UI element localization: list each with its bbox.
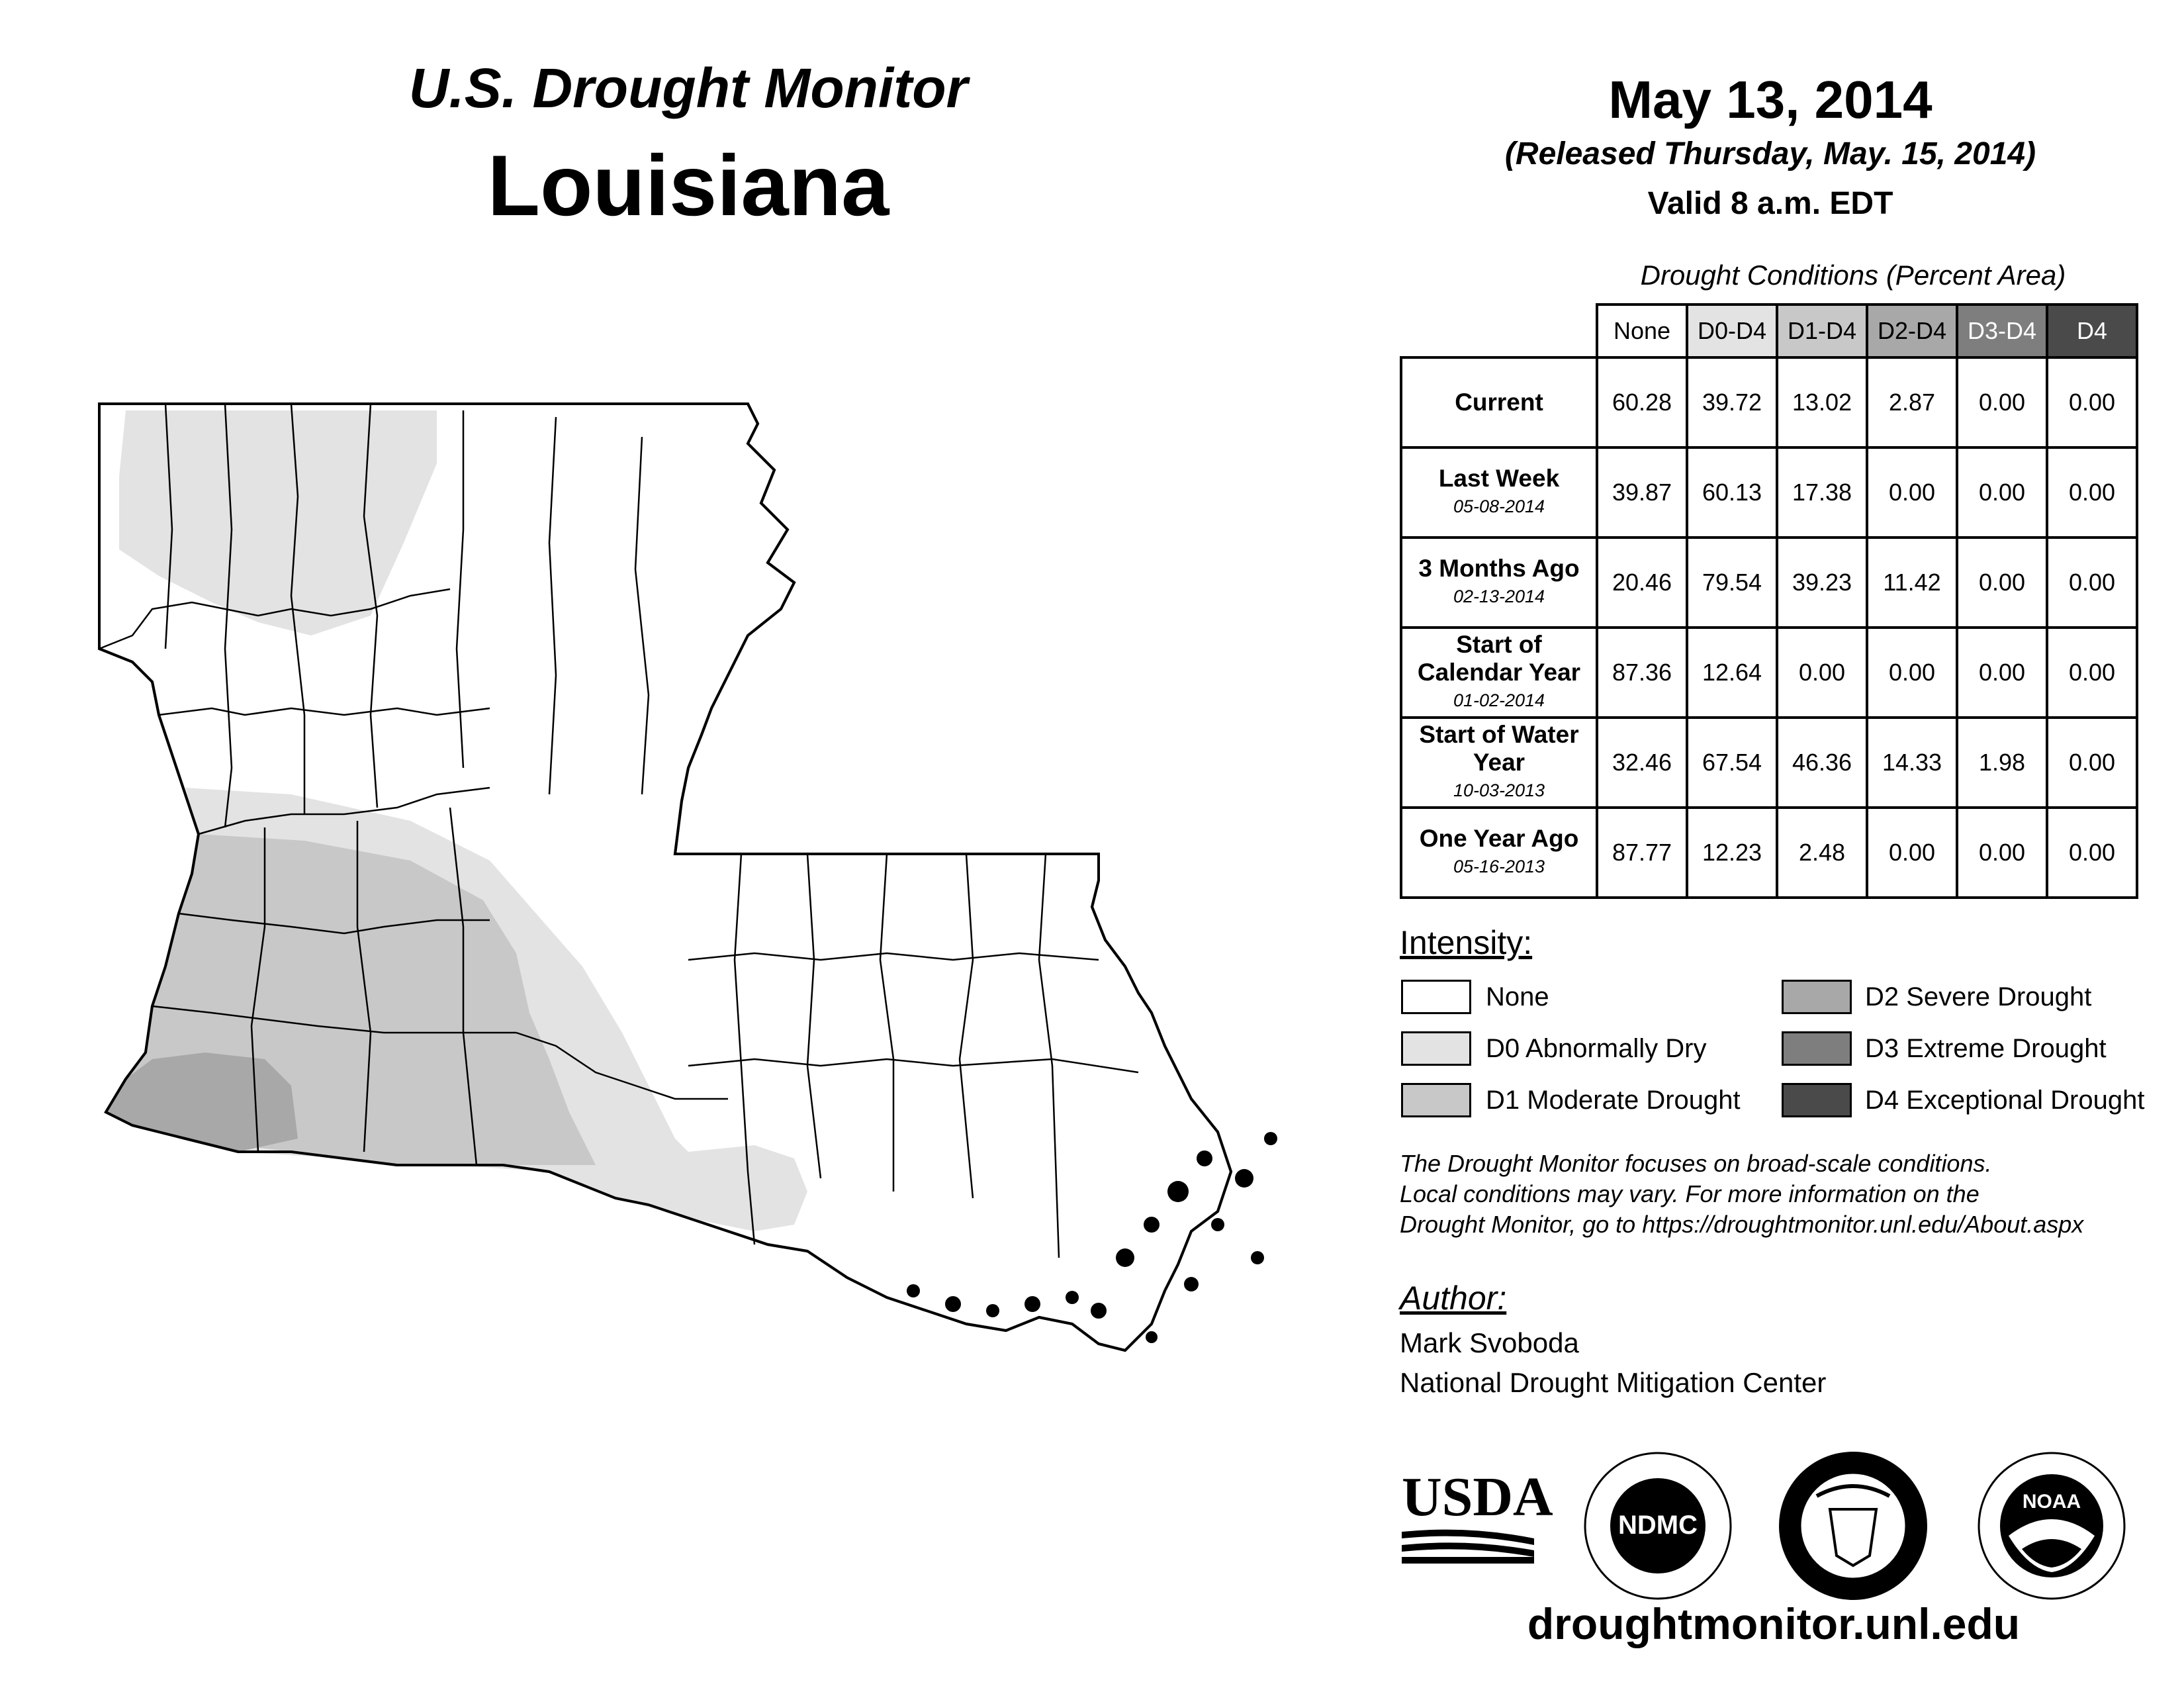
louisiana-drought-map xyxy=(93,397,1317,1489)
table-cell: 2.48 xyxy=(1777,808,1867,898)
legend-label-d3: D3 Extreme Drought xyxy=(1865,1034,2107,1063)
table-header-row xyxy=(1401,305,2137,357)
table-cell: 0.00 xyxy=(2047,447,2137,538)
table-cell: 0.00 xyxy=(1957,628,2047,718)
table-row xyxy=(1401,357,2137,447)
column-header: D1-D4 xyxy=(1777,305,1867,357)
author-title: Author: xyxy=(1400,1280,1507,1317)
row-label-text: 3 Months Ago xyxy=(1418,555,1580,582)
column-header: D3-D4 xyxy=(1957,305,2047,357)
row-label xyxy=(1401,357,1597,447)
row-label xyxy=(1401,538,1597,628)
valid-time: Valid 8 a.m. EDT xyxy=(1647,186,1893,221)
legend-swatch-d1 xyxy=(1401,1083,1471,1117)
legend-label-d4: D4 Exceptional Drought xyxy=(1865,1086,2145,1115)
table-cell: 0.00 xyxy=(1867,808,1957,898)
table-cell: 13.02 xyxy=(1777,357,1867,447)
table-cell: 0.00 xyxy=(2047,538,2137,628)
legend-label-d0: D0 Abnormally Dry xyxy=(1486,1034,1707,1063)
table-cell: 0.00 xyxy=(1957,538,2047,628)
table-cell: 67.54 xyxy=(1687,718,1777,808)
table-cell: 0.00 xyxy=(1957,357,2047,447)
table-cell: 0.00 xyxy=(2047,718,2137,808)
table-row xyxy=(1401,628,2137,718)
note-line: Local conditions may vary. For more information on the xyxy=(1400,1180,1979,1207)
table-cell: 17.38 xyxy=(1777,447,1867,538)
table-cell: 0.00 xyxy=(1867,447,1957,538)
note-line: The Drought Monitor focuses on broad-scale conditions. xyxy=(1400,1150,1992,1177)
row-label xyxy=(1401,447,1597,538)
table-cell: 0.00 xyxy=(2047,808,2137,898)
table-cell: 0.00 xyxy=(1867,628,1957,718)
noaa-logo-text: NOAA xyxy=(2022,1491,2081,1513)
usda-logo-swoosh xyxy=(1402,1525,1534,1565)
table-cell: 87.77 xyxy=(1597,808,1687,898)
row-label-text: Start of Water Year xyxy=(1419,721,1579,776)
table-row xyxy=(1401,808,2137,898)
table-cell: 11.42 xyxy=(1867,538,1957,628)
table-row xyxy=(1401,538,2137,628)
table-cell: 0.00 xyxy=(2047,357,2137,447)
usda-logo xyxy=(1402,1466,1553,1569)
table-cell: 1.98 xyxy=(1957,718,2047,808)
row-label-text: Current xyxy=(1455,389,1543,416)
legend-label-none: None xyxy=(1486,982,1549,1011)
release-date: (Released Thursday, May. 15, 2014) xyxy=(1504,136,2036,171)
ndmc-logo-text: NDMC xyxy=(1618,1511,1698,1540)
legend-swatch-d3 xyxy=(1782,1031,1852,1066)
disclaimer-note xyxy=(1400,1149,2161,1240)
table-cell: 20.46 xyxy=(1597,538,1687,628)
row-date: 02-13-2014 xyxy=(1453,586,1545,606)
row-date: 05-16-2013 xyxy=(1453,857,1545,876)
column-header: D0-D4 xyxy=(1687,305,1777,357)
column-header: None xyxy=(1597,305,1687,357)
table-cell: 60.28 xyxy=(1597,357,1687,447)
legend-title: Intensity: xyxy=(1400,924,1533,961)
row-label-text: Start of Calendar Year xyxy=(1417,631,1581,686)
table-cell: 0.00 xyxy=(2047,628,2137,718)
department-of-commerce-seal xyxy=(1777,1450,1929,1602)
note-line: Drought Monitor, go to https://droughtmonitor.unl.edu/About.aspx xyxy=(1400,1211,2084,1238)
table-cell: 39.23 xyxy=(1777,538,1867,628)
table-cell: 39.72 xyxy=(1687,357,1777,447)
column-header: D2-D4 xyxy=(1867,305,1957,357)
row-date: 05-08-2014 xyxy=(1453,496,1545,516)
row-label xyxy=(1401,628,1597,718)
drought-conditions-table xyxy=(1400,303,2138,899)
table-cell: 0.00 xyxy=(1957,808,2047,898)
legend-swatch-none xyxy=(1401,980,1471,1014)
legend-swatch-d2 xyxy=(1782,980,1852,1014)
table-cell: 79.54 xyxy=(1687,538,1777,628)
row-date: 01-02-2014 xyxy=(1453,690,1545,710)
map-date: May 13, 2014 xyxy=(1608,70,1933,129)
author-organization: National Drought Mitigation Center xyxy=(1400,1367,1827,1398)
table-cell: 60.13 xyxy=(1687,447,1777,538)
row-label xyxy=(1401,808,1597,898)
table-cell: 32.46 xyxy=(1597,718,1687,808)
ndmc-logo xyxy=(1582,1450,1734,1602)
author-name: Mark Svoboda xyxy=(1400,1327,1579,1358)
table-cell: 0.00 xyxy=(1777,628,1867,718)
state-name: Louisiana xyxy=(487,137,889,234)
table-cell: 0.00 xyxy=(1957,447,2047,538)
legend-swatch-d0 xyxy=(1401,1031,1471,1066)
legend-label-d1: D1 Moderate Drought xyxy=(1486,1086,1741,1115)
table-cell: 87.36 xyxy=(1597,628,1687,718)
legend-label-d2: D2 Severe Drought xyxy=(1865,982,2092,1011)
table-cell: 12.23 xyxy=(1687,808,1777,898)
table-cell: 39.87 xyxy=(1597,447,1687,538)
table-cell: 14.33 xyxy=(1867,718,1957,808)
legend-swatch-d4 xyxy=(1782,1083,1852,1117)
usda-logo-text: USDA xyxy=(1402,1466,1553,1528)
row-date: 10-03-2013 xyxy=(1453,780,1545,800)
row-label xyxy=(1401,718,1597,808)
website-link[interactable]: droughtmonitor.unl.edu xyxy=(1527,1599,2021,1648)
table-corner xyxy=(1401,305,1597,357)
table-cell: 12.64 xyxy=(1687,628,1777,718)
row-label-text: Last Week xyxy=(1438,465,1560,492)
table-cell: 46.36 xyxy=(1777,718,1867,808)
row-label-text: One Year Ago xyxy=(1419,825,1579,852)
table-row xyxy=(1401,718,2137,808)
map-title: U.S. Drought Monitor xyxy=(408,57,968,119)
column-header: D4 xyxy=(2047,305,2137,357)
table-caption: Drought Conditions (Percent Area) xyxy=(1640,259,2066,291)
noaa-logo xyxy=(1976,1450,2128,1602)
table-cell: 2.87 xyxy=(1867,357,1957,447)
table-row xyxy=(1401,447,2137,538)
